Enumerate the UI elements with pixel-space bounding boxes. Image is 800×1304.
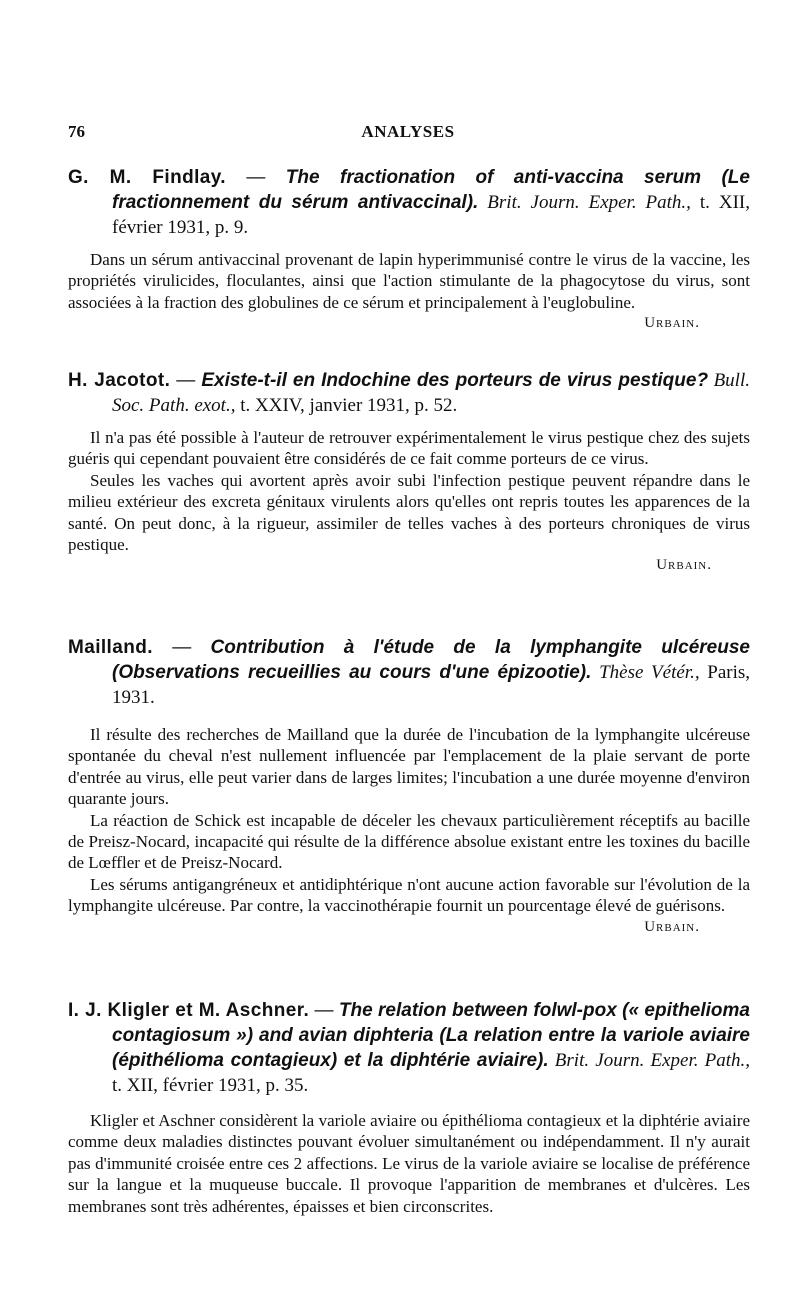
abstract-paragraph (68, 249, 750, 332)
entry-jacotot (68, 368, 750, 576)
citation-title: Existe-t-il en Indochine des porteurs de virus pestique? (201, 370, 709, 391)
citation-journal: Thèse Vétér., (591, 662, 700, 683)
abstract-paragraph: Il résulte des recherches de Mailland que la durée de l'incubation de la lymphangite ulcéreuse spontanée du cheval n'est nullement influencée par l'emplacement de la plaie servant de porte d'entrée au virus, elle peut varier dans de larges limites; l'incubation a une durée moyenne d'environ quarante jours. (68, 725, 750, 809)
citation-details: t. XII, février 1931, p. 35. (112, 1075, 309, 1096)
citation-journal: Brit. Journ. Exper. Path., (478, 192, 691, 213)
abstract-paragraph: Il n'a pas été possible à l'auteur de retrouver expérimentalement le virus pestique chez des sujets guéris qui cependant pouvaient être considérés de ce fait comme porteurs de ce virus. (68, 428, 750, 469)
entry-mailland (68, 635, 750, 938)
signature: Urbain. (644, 918, 700, 935)
citation-dash: — (170, 370, 202, 391)
citation-dash: — (309, 1000, 339, 1021)
citation-title: The fractionation of anti-vaccina serum (Le fractionnement du sérum antivaccinal). (112, 167, 750, 213)
citation-authors: Mailland. (68, 637, 153, 658)
abstract (68, 724, 750, 935)
citation (68, 368, 750, 418)
entry-findlay (68, 165, 750, 335)
citation-journal: Bull. Soc. Path. exot., (112, 370, 750, 416)
abstract-text: Les sérums antigangréneux et antidiphtérique n'ont aucune action favorable sur l'évolution de la lymphangite ulcéreuse. Par contre, la vaccinothérapie fournit un pourcentage élevé de guérisons. (68, 874, 750, 916)
citation-authors: G. M. Findlay. (68, 167, 226, 188)
abstract (68, 249, 750, 332)
page-header (68, 122, 748, 146)
page-number: 76 (68, 122, 85, 141)
signature: Urbain. (644, 315, 700, 332)
citation-authors: I. J. Kligler et M. Aschner. (68, 1000, 310, 1021)
citation-title: The relation between folwl-pox (« epithelioma contagiosum ») and avian diphteria (La relation entre la variole aviaire (épithélioma contagieux) et la diphtérie aviaire). (112, 1000, 750, 1071)
citation-journal: Brit. Journ. Exper. Path., (548, 1050, 751, 1071)
entry-kligler-aschner (68, 998, 750, 1217)
citation-details: t. XXIV, janvier 1931, p. 52. (235, 395, 458, 416)
citation-title: Contribution à l'étude de la lymphangite ulcéreuse (Observations recueillies au cours d'une épizootie). (112, 637, 750, 683)
abstract-paragraph: Kligler et Aschner considèrent la variole aviaire ou épithélioma contagieux et la diphtérie aviaire comme deux maladies distinctes pouvant évoluer simultanément ou indépendamment. Il n'y aurait pas d'immunité croisée entre ces 2 affections. Le virus de la variole aviaire se localise de préférence sur la langue et la muqueuse buccale. Il provoque l'apparition de membranes et d'ulcères. Les membranes sont très adhérentes, épaisses et bien circonscrites. (68, 1111, 750, 1216)
running-title: ANALYSES (361, 122, 455, 141)
citation-details: Paris, 1931. (112, 662, 750, 708)
abstract-paragraph: Seules les vaches qui avortent après avoir subi l'infection pestique peuvent répandre dans le milieu extérieur des excreta génitaux virulents alors qu'elles ont repris toutes les apparences de la santé. On peut donc, à la rigueur, assimiler de telles vaches à des porteurs chroniques de virus pestique. (68, 470, 750, 555)
abstract (68, 427, 750, 576)
citation (68, 998, 750, 1098)
abstract-paragraph: La réaction de Schick est incapable de déceler les chevaux particulièrement réceptifs au bacille de Preisz-Nocard, incapacité qui résulte de la différence absolue existant entre les toxines du bacille de Lœffler et de Preisz-Nocard. (68, 810, 750, 873)
citation-dash: — (152, 637, 211, 658)
citation-details: t. XII, février 1931, p. 9. (112, 192, 751, 238)
citation-authors: H. Jacotot. (68, 370, 171, 391)
citation (68, 165, 750, 240)
citation (68, 635, 750, 710)
abstract-text: Dans un sérum antivaccinal provenant de lapin hyperimmunisé contre le virus de la vaccine, les propriétés virulicides, floculantes, ainsi que l'action stimulante de la phagocytose du virus, sont associées à la fraction des globulines de ce sérum et principalement à l'euglobuline. (68, 250, 750, 312)
abstract-paragraph (68, 874, 750, 935)
signature: Urbain. (656, 557, 712, 574)
citation-dash: — (225, 167, 286, 188)
abstract (68, 1110, 750, 1217)
signature-line (68, 555, 750, 576)
